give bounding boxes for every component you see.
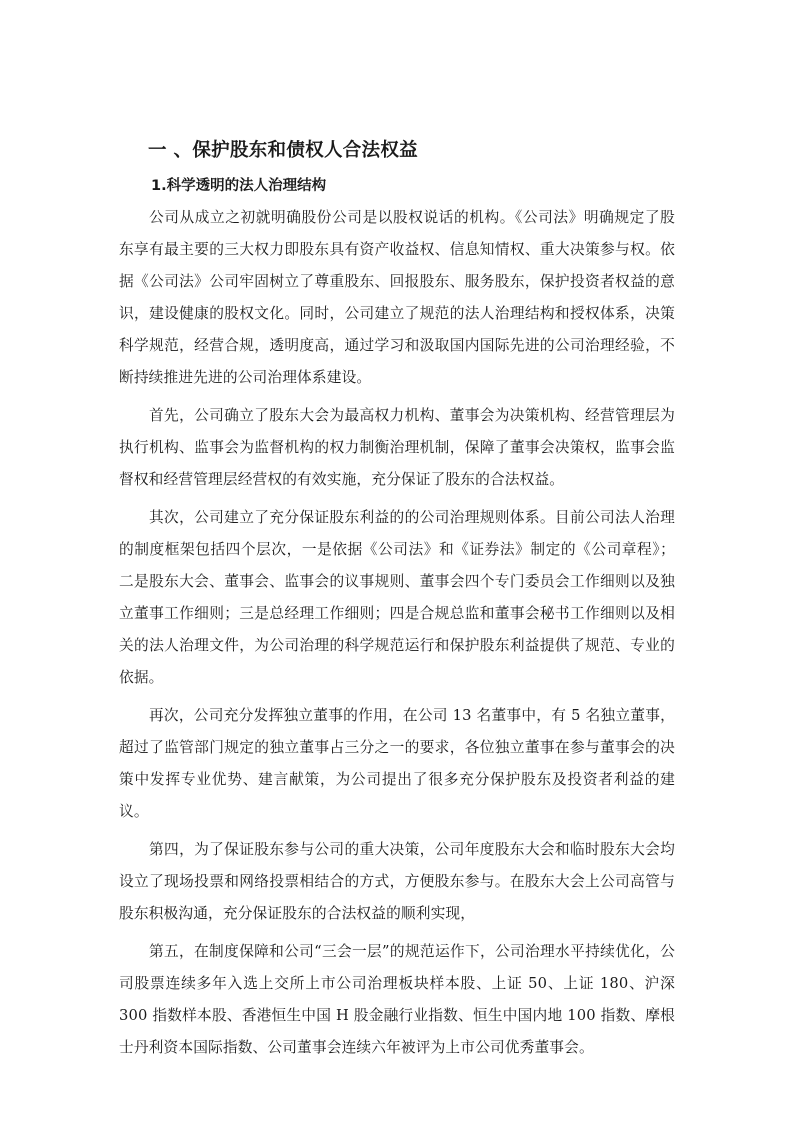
sub-heading: 1.科学透明的法人治理结构 bbox=[151, 178, 327, 194]
paragraph-4: 再次，公司充分发挥独立董事的作用，在公司 13 名董事中，有 5 名独立董事，超过了监管部门规定的独立董事占三分之一的要求，各位独立董事在参与董事会的决策中发挥专业优势、建言献策，为公司提出了很多充分保护股东及投资者利益的建议。 bbox=[119, 707, 675, 820]
paragraph-2: 首先，公司确立了股东大会为最高权力机构、董事会为决策机构、经营管理层为执行机构、监事会为监督机构的权力制衡治理机制，保障了董事会决策权，监事会监督权和经营管理层经营权的有效实施，充分保证了股东的合法权益。 bbox=[119, 407, 675, 488]
section-heading: 一 、保护股东和债权人合法权益 bbox=[148, 140, 418, 161]
paragraph-5: 第四，为了保证股东参与公司的重大决策，公司年度股东大会和临时股东大会均设立了现场投票和网络投票相结合的方式，方便股东参与。在股东大会上公司高管与股东积极沟通，充分保证股东的合法权益的顺利实现， bbox=[119, 841, 675, 922]
paragraph-1: 公司从成立之初就明确股份公司是以股权说话的机构。《公司法》明确规定了股东享有最主要的三大权力即股东具有资产收益权、信息知情权、重大决策参与权。依据《公司法》公司牢固树立了尊重股东、回报股东、服务股东，保护投资者权益的意识，建设健康的股权文化。同时，公司建立了规范的法人治理结构和授权体系，决策科学规范，经营合规，透明度高，通过学习和汲取国内国际先进的公司治理经验，不断持续推进先进的公司治理体系建设。 bbox=[119, 209, 675, 386]
paragraph-3: 其次，公司建立了充分保证股东利益的的公司治理规则体系。目前公司法人治理的制度框架包括四个层次，一是依据《公司法》和《证券法》制定的《公司章程》；二是股东大会、董事会、监事会的议事规则、董事会四个专门委员会工作细则以及独立董事工作细则；三是总经理工作细则；四是合规总监和董事会秘书工作细则以及相关的法人治理文件，为公司治理的科学规范运行和保护股东利益提供了规范、专业的依据。 bbox=[119, 509, 675, 686]
paragraph-6: 第五，在制度保障和公司“三会一层”的规范运作下，公司治理水平持续优化，公司股票连续多年入选上交所上市公司治理板块样本股、上证 50、上证 180、沪深 300 指数样本股、香港恒生中国 H 股金融行业指数、恒生中国内地 100 指数、摩根士丹利资本国际指数、公司董事会连续六年被评为上市公司优秀董事会。 bbox=[119, 943, 675, 1056]
document-body bbox=[119, 138, 675, 1070]
